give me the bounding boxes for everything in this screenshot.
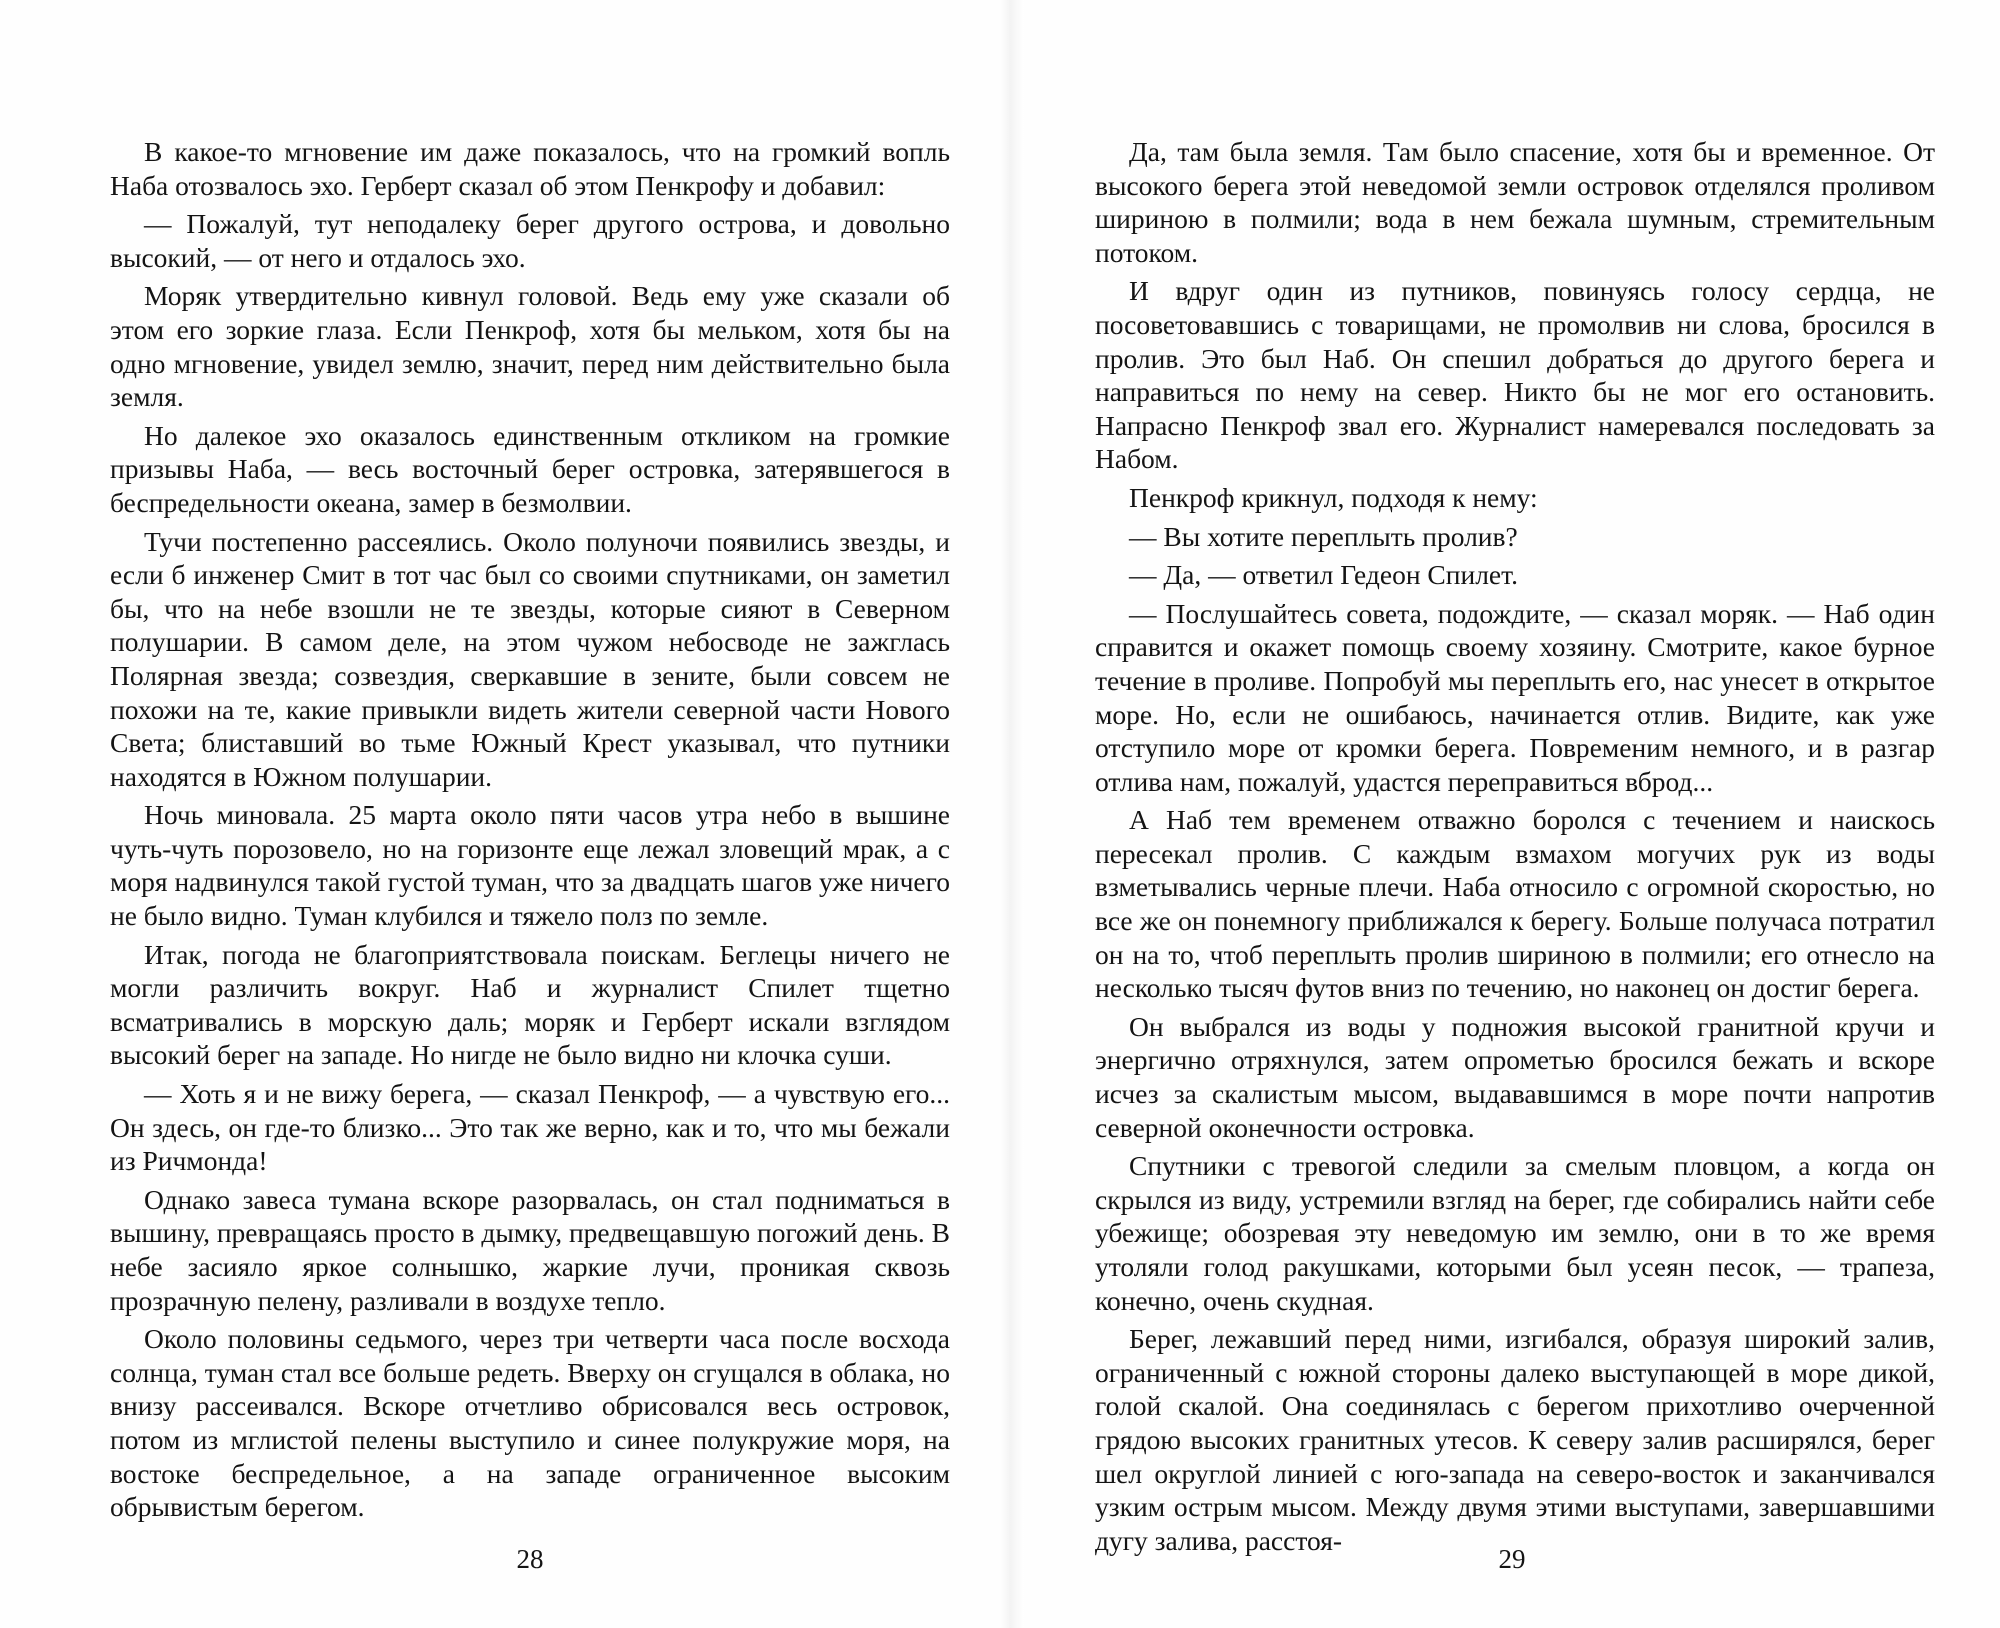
book-gutter (1000, 0, 1024, 1628)
paragraph: Однако завеса тумана вскоре разорвалась, он стал подниматься в вышину, превращаясь просто в дымку, предвещавшую погожий день. В небе засияло яркое солнышко, жаркие лучи, проникая сквозь прозрачную пелену, разливали в воздухе тепло. (110, 1183, 950, 1316)
right-page-text (1095, 135, 1935, 1562)
paragraph: Спутники с тревогой следили за смелым пловцом, а когда он скрылся из виду, устремили взгляд на берег, где собирались найти себе убежище; обозревая эту неведомую им землю, они в то же время утоляли голод ракушками, которыми был усеян песок, — трапеза, конечно, очень скудная. (1095, 1150, 1935, 1316)
page-number-right: 29 (1498, 1544, 1526, 1574)
paragraph: Берег, лежавший перед ними, изгибался, образуя широкий залив, ограниченный с южной стороны далеко выступающей в море дикой, голой скалой. Она соединялась с берегом прихотливо очерченной грядою высоких гранитных утесов. К северу залив расширялся, берег шел округлой линией с юго-запада на северо-восток и заканчивался узким острым мысом. Между двумя этими выступами, завершавшими дугу залива, расстоя- (1095, 1323, 1935, 1556)
paragraph: Но далекое эхо оказалось единственным откликом на громкие призывы Наба, — весь восточный берег островка, затерявшегося в беспредельности океана, замер в безмолвии. (110, 419, 950, 518)
paragraph: В какое-то мгновение им даже показалось, что на громкий вопль Наба отозвалось эхо. Герберт сказал об этом Пенкрофу и добавил: (110, 136, 950, 201)
paragraph: — Пожалуй, тут неподалеку берег другого острова, и довольно высокий, — от него и отдалось эхо. (110, 208, 950, 273)
paragraph: Около половины седьмого, через три четверти часа после восхода солнца, туман стал все больше редеть. Вверху он сгущался в облака, но внизу рассеивался. Вскоре отчетливо обрисовался весь островок, потом из мглистой пелены выступило и синее полукружие моря, на востоке беспредельное, а на западе ограниченное высоким обрывистым берегом. (110, 1323, 950, 1523)
paragraph: Тучи постепенно рассеялись. Около полуночи появились звезды, и если б инженер Смит в тот час был со своими спутниками, он заметил бы, что на небе взошли не те звезды, которые сияют в Северном полушарии. В самом деле, на этом чужом небосводе не зажглась Полярная звезда; созвездия, сверкавшие в зените, были совсем не похожи на те, какие привыкли видеть жители северной части Нового Света; блиставший во тьме Южный Крест указывал, что путники находятся в Южном полушарии. (110, 525, 950, 792)
page-number-left: 28 (516, 1544, 544, 1574)
paragraph: — Вы хотите переплыть пролив? (1129, 520, 1518, 552)
paragraph: Пенкроф крикнул, подходя к нему: (1129, 481, 1538, 513)
paragraph: — Послушайтесь совета, подождите, — сказал моряк. — Наб один справится и окажет помощь своему хозяину. Смотрите, какое бурное течение в проливе. Попробуй мы переплыть его, нас унесет в открытое море. Но, если не ошибаюсь, начинается отлив. Видите, как уже отступило море от кромки берега. Повременим немного, и в разгар отлива нам, пожалуй, удастся переправиться вброд... (1095, 597, 1935, 797)
paragraph: А Наб тем временем отважно боролся с течением и наискось пересекал пролив. С каждым взмахом могучих рук из воды взметывались черные плечи. Наба относило с огромной скоростью, но все же он понемногу приближался к берегу. Больше получаса потратил он на то, чтоб переплыть пролив шириною в полмили; его отнесло на несколько тысяч футов вниз по течению, но наконец он достиг берега. (1095, 804, 1935, 1004)
paragraph: Он выбрался из воды у подножия высокой гранитной кручи и энергично отряхнулся, затем опрометью бросился бежать и вскоре исчез за скалистым мысом, выдававшимся в море почти напротив северной оконечности островка. (1095, 1010, 1935, 1143)
paragraph: — Хоть я и не вижу берега, — сказал Пенкроф, — а чувствую его... Он здесь, он где-то близко... Это так же верно, как и то, что мы бежали из Ричмонда! (110, 1078, 950, 1177)
paragraph: Ночь миновала. 25 марта около пяти часов утра небо в вышине чуть-чуть порозовело, но на горизонте еще лежал зловещий мрак, а с моря надвинулся такой густой туман, что за двадцать шагов уже ничего не было видно. Туман клубился и тяжело полз по земле. (110, 799, 950, 932)
left-page-text (110, 135, 950, 1529)
paragraph: — Да, — ответил Гедеон Спилет. (1129, 559, 1518, 591)
paragraph: И вдруг один из путников, повинуясь голосу сердца, не посоветовавшись с товарищами, не промолвив ни слова, бросился в пролив. Это был Наб. Он спешил добраться до другого берега и направиться по нему на север. Никто бы не мог его остановить. Напрасно Пенкроф звал его. Журналист намеревался последовать за Набом. (1095, 275, 1935, 475)
paragraph: Итак, погода не благоприятствовала поискам. Беглецы ничего не могли различить вокруг. Наб и журналист Спилет тщетно всматривались в морскую даль; моряк и Герберт искали взглядом высокий берег на западе. Но нигде не было видно ни клочка суши. (110, 938, 950, 1071)
paragraph: Да, там была земля. Там было спасение, хотя бы и временное. От высокого берега этой неведомой земли островок отделялся проливом шириною в полмили; вода в нем бежала шумным, стремительным потоком. (1095, 136, 1935, 268)
paragraph: Моряк утвердительно кивнул головой. Ведь ему уже сказали об этом его зоркие глаза. Если Пенкроф, хотя бы мельком, хотя бы на одно мгновение, увидел землю, значит, перед ним действительно была земля. (110, 280, 950, 413)
